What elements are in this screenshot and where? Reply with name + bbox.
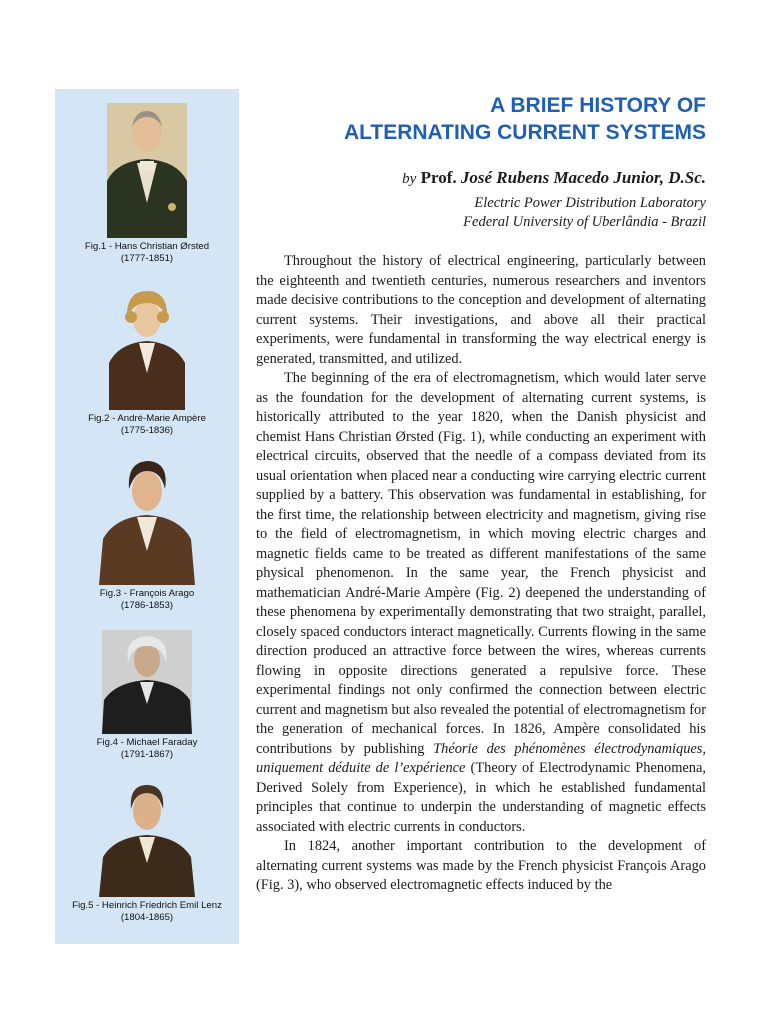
paragraph-2-part-b: (Theory of Electrodynamic Phenomena, Derived Solely from Experience), in which he established fundamental principles that continue to underpin the understanding of magnetic effects associated with electric currents in conductors.	[256, 760, 706, 835]
portrait-arago-icon	[99, 455, 195, 585]
figure-1	[55, 103, 239, 265]
byline-prof: Prof.	[420, 168, 457, 187]
figure-3-years: (1786-1853)	[120, 600, 174, 611]
ampere-book-title: Théorie des phénomènes électrodynamiques, uniquement déduite de l’expérience	[256, 740, 706, 776]
article-title	[344, 92, 706, 146]
figure-4	[55, 630, 239, 761]
figure-3-caption: Fig.3 - François Arago	[99, 588, 195, 599]
figure-sidebar	[55, 89, 239, 944]
figure-2	[55, 285, 239, 437]
figure-1-years: (1777-1851)	[120, 253, 174, 264]
portrait-ampere-icon	[107, 285, 187, 410]
figure-2-caption: Fig.2 - André-Marie Ampère	[88, 413, 206, 424]
figure-5-years: (1804-1865)	[120, 912, 174, 923]
byline-by: by	[402, 171, 417, 187]
affiliation-line-2: Federal University of Uberlândia - Brazil	[463, 214, 706, 230]
affiliation-line-1: Electric Power Distribution Laboratory	[474, 195, 706, 211]
figure-2-years: (1775-1836)	[120, 425, 174, 436]
author-name: José Rubens Macedo Junior, D.Sc.	[460, 168, 706, 187]
portrait-lenz-icon	[99, 779, 195, 897]
portrait-orsted-icon	[107, 103, 187, 238]
title-line-2: ALTERNATING CURRENT SYSTEMS	[343, 121, 706, 144]
byline	[402, 168, 706, 188]
figure-3	[55, 455, 239, 612]
paragraph-2-part-a: The beginning of the era of electromagnetism, which would later serve as the foundation for the development of alternating current systems, is historically attributed to the year 1820, when the Danish physicist and chemist Hans Christian Ørsted (Fig. 1), while conducting an experiment with electrical circuits, observed that the needle of a compass deviated from its usual orientation when placed near a conducting wire carrying electric current supplied by a battery. This observation was fundamental in establishing, for the first time, the relationship between electricity and magnetism, giving rise to the field of electromagnetism, in which moving electric charges and magnetic fields came to be treated as different manifestations of the same physical phenomenon. In the same year, the French physicist and mathematician André-Marie Ampère (Fig. 2) deepened the understanding of these phenomena by experimentally demonstrating that two straight, parallel, closely spaced conductors interact magnetically. Currents flowing in the same direction produced an attractive force between the wires, whereas currents flowing in opposite directions generated a repulsive force. These experimental findings not only confirmed the connection between electric current and magnetism but also revealed the potential of electromagnetism for the generation of mechanical forces. In 1826, Ampère consolidated his contributions by publishing	[256, 370, 706, 757]
affiliation	[463, 194, 706, 232]
article-body	[256, 252, 706, 896]
figure-4-caption: Fig.4 - Michael Faraday	[96, 737, 198, 748]
figure-5-caption: Fig.5 - Heinrich Friedrich Emil Lenz	[72, 900, 222, 911]
paragraph-3: In 1824, another important contribution to the development of alternating current systems was made by the French physicist François Arago (Fig. 3), who observed electromagnetic effects induced by the	[256, 838, 706, 893]
figure-5	[55, 779, 239, 924]
figure-1-caption: Fig.1 - Hans Christian Ørsted	[84, 241, 210, 252]
paragraph-1: Throughout the history of electrical engineering, particularly between the eighteenth and twentieth centuries, numerous researchers and inventors made decisive contributions to the conception and development of alternating current systems. Their investigations, and above all their practical experiments, were fundamental in transforming the way electrical energy is generated, transmitted, and utilized.	[256, 253, 706, 367]
title-line-1: A BRIEF HISTORY OF	[490, 94, 706, 117]
portrait-faraday-icon	[102, 630, 192, 734]
figure-4-years: (1791-1867)	[120, 749, 174, 760]
paragraph-2	[256, 369, 706, 837]
